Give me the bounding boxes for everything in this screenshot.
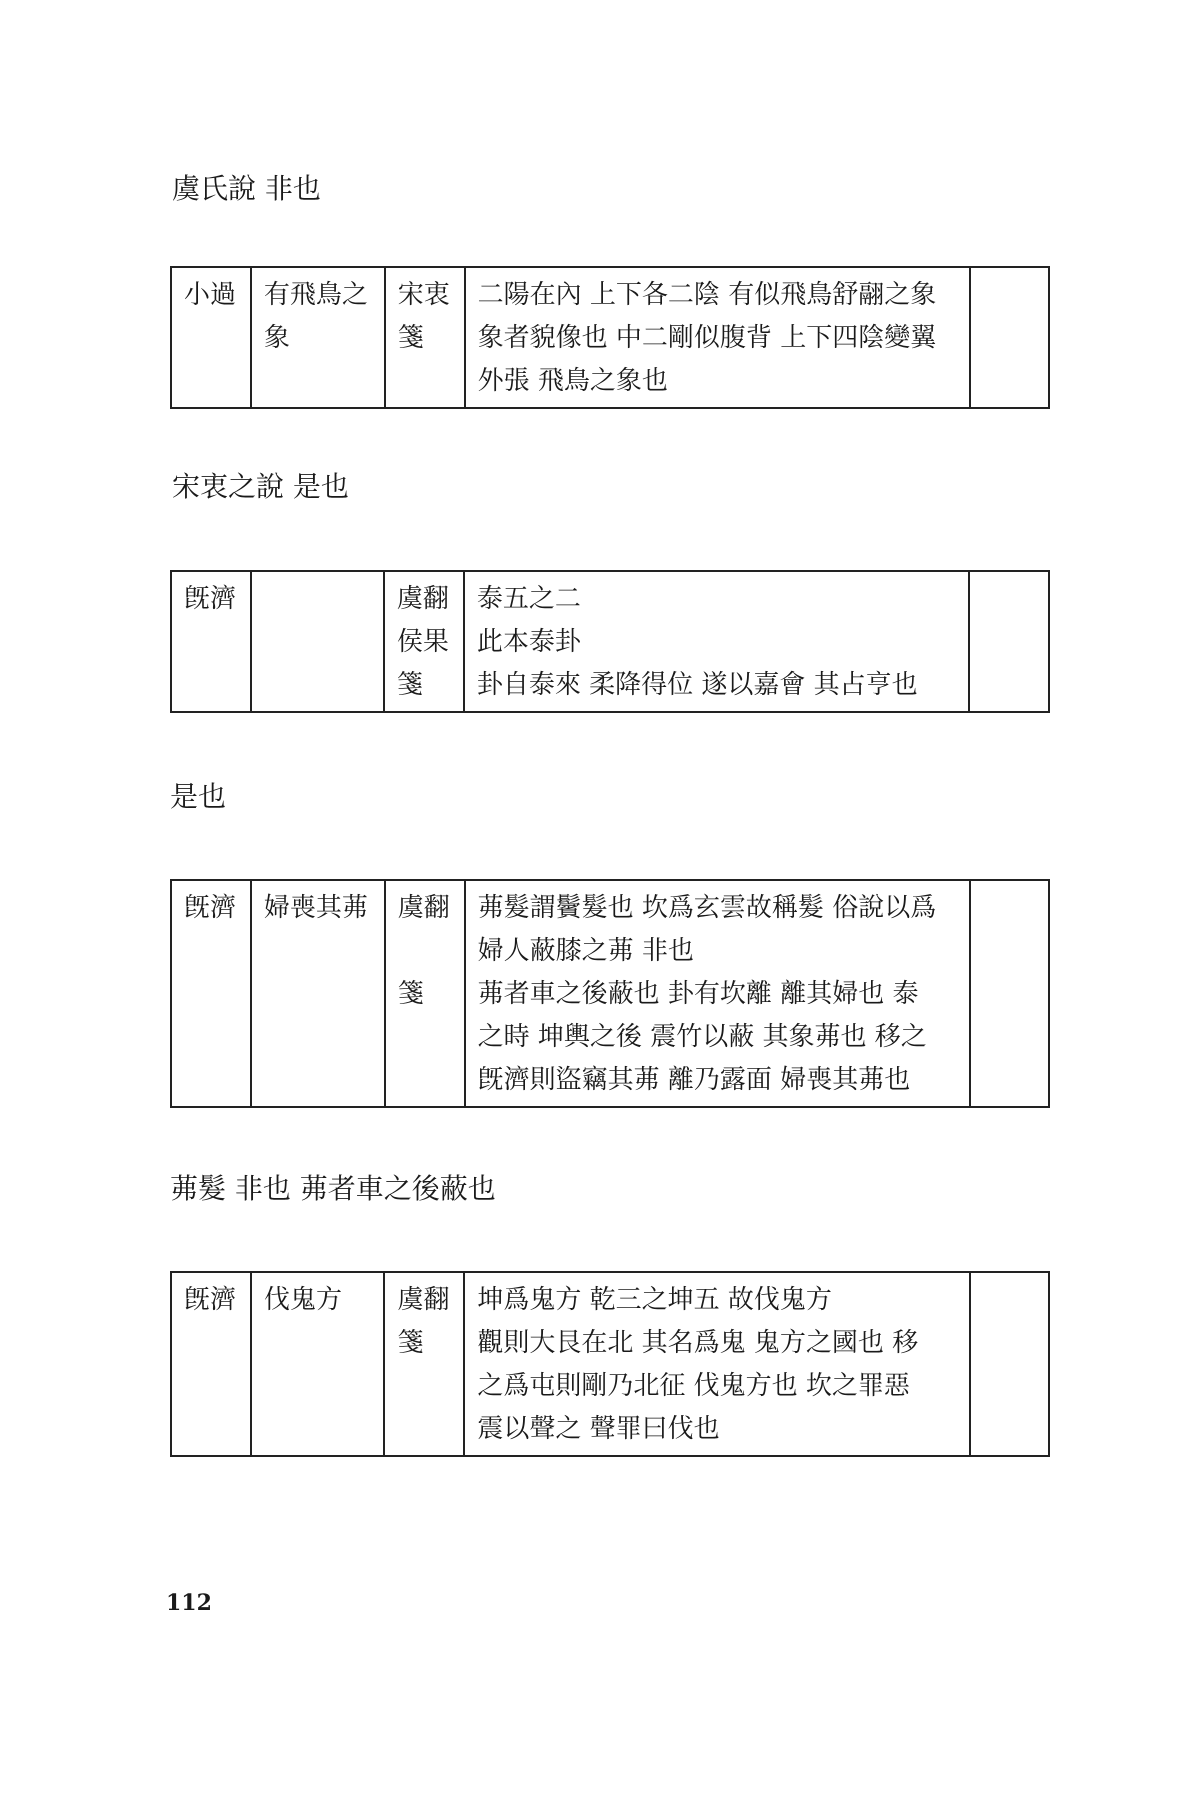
author-cell: 虞翻 箋 <box>384 1272 464 1456</box>
entry-table-jiji-3 <box>170 1271 1050 1457</box>
phrase-cell: 有飛鳥之 象 <box>251 267 385 408</box>
hexagram-cell: 小過 <box>171 267 251 408</box>
table-row <box>171 880 1049 1107</box>
phrase-cell <box>251 571 384 712</box>
commentary-cell: 茀髮謂鬢髮也 坎爲玄雲故稱髮 俗說以爲 婦人蔽膝之茀 非也 茀者車之後蔽也 卦有坎離 離其婦也 泰 之時 坤輿之後 震竹以蔽 其象茀也 移之 旣濟則盜竊其茀 離乃露面 婦喪其茀也 <box>465 880 970 1107</box>
hexagram-cell: 旣濟 <box>171 880 251 1107</box>
commentary-cell: 二陽在內 上下各二陰 有似飛鳥舒翮之象 象者貌像也 中二剛似腹背 上下四陰變翼 外張 飛鳥之象也 <box>465 267 970 408</box>
entry-table-jiji-1 <box>170 570 1050 713</box>
commentary-cell: 泰五之二 此本泰卦 卦自泰來 柔降得位 遂以嘉會 其占亨也 <box>464 571 970 712</box>
author-cell: 宋衷 箋 <box>385 267 465 408</box>
phrase-cell: 伐鬼方 <box>251 1272 385 1456</box>
table-row <box>171 1272 1049 1456</box>
commentary-cell: 坤爲鬼方 乾三之坤五 故伐鬼方 觀則大艮在北 其名爲鬼 鬼方之國也 移 之爲屯則剛乃北征 伐鬼方也 坎之罪惡 震以聲之 聲罪曰伐也 <box>464 1272 969 1456</box>
note-cell <box>969 571 1049 712</box>
note-cell <box>970 880 1049 1107</box>
heading-affirm: 是也 <box>170 780 227 813</box>
hexagram-cell: 旣濟 <box>171 1272 251 1456</box>
heading-yu-view: 虞氏說 非也 <box>172 172 321 205</box>
heading-song-view: 宋衷之說 是也 <box>172 470 349 503</box>
table-row <box>171 571 1049 712</box>
note-cell <box>970 267 1049 408</box>
entry-table-jiji-2 <box>170 879 1050 1108</box>
hexagram-cell: 旣濟 <box>171 571 251 712</box>
page-number: 112 <box>166 1590 212 1616</box>
heading-fu-view: 茀髮 非也 茀者車之後蔽也 <box>170 1172 496 1205</box>
author-cell: 虞翻 箋 <box>385 880 465 1107</box>
note-cell <box>970 1272 1049 1456</box>
phrase-cell: 婦喪其茀 <box>251 880 385 1107</box>
table-row <box>171 267 1049 408</box>
author-cell: 虞翻 侯果 箋 <box>384 571 464 712</box>
entry-table-xiaoguo <box>170 266 1050 409</box>
